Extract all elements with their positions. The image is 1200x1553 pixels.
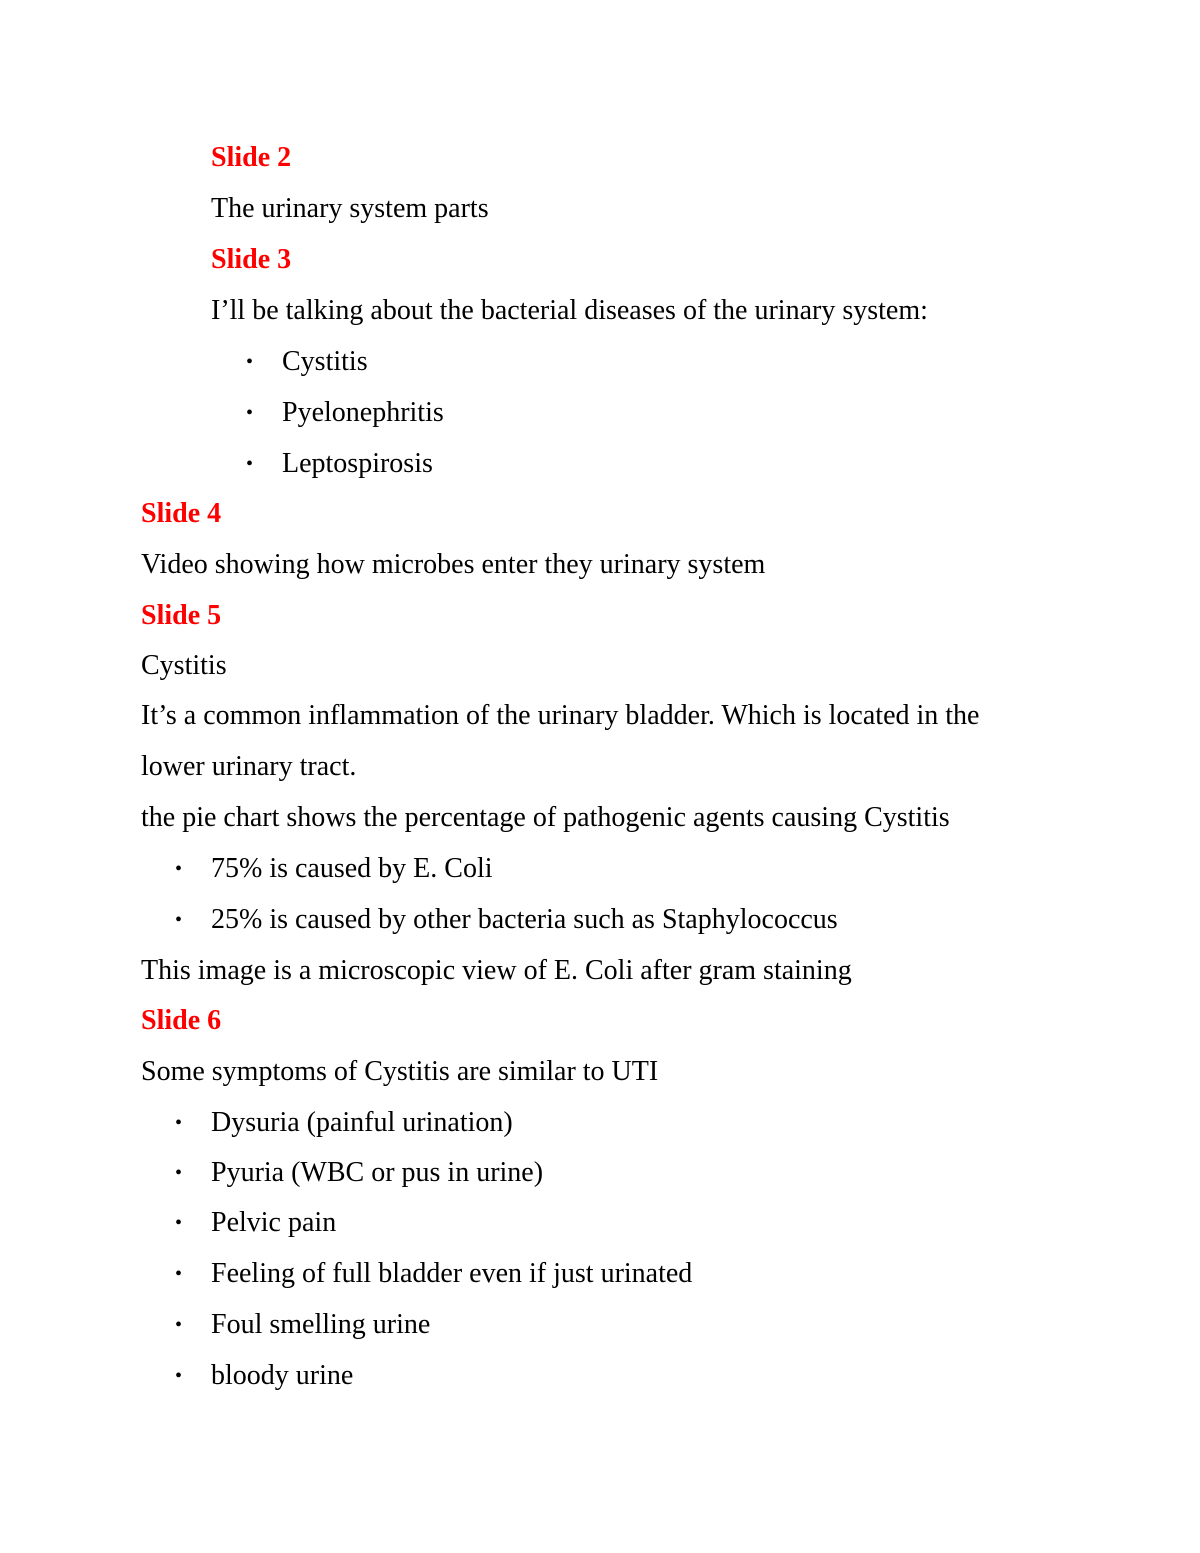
slide-6-intro: Some symptoms of Cystitis are similar to UTI: [141, 1056, 659, 1087]
slide-5-definition-line-1: It’s a common inflammation of the urinary bladder. Which is located in the: [141, 700, 980, 731]
list-item: Foul smelling urine: [211, 1309, 431, 1340]
list-item: Dysuria (painful urination): [211, 1107, 513, 1138]
list-item: Leptospirosis: [282, 448, 433, 479]
slide-5-title: Cystitis: [141, 650, 227, 681]
slide-2-text: The urinary system parts: [211, 193, 489, 224]
bullet-icon: •: [246, 453, 254, 475]
bullet-icon: •: [175, 1162, 183, 1184]
bullet-icon: •: [175, 1365, 183, 1387]
slide-6-heading: Slide 6: [141, 1005, 222, 1036]
slide-5-definition-line-2: lower urinary tract.: [141, 751, 357, 782]
slide-4-heading: Slide 4: [141, 498, 222, 529]
list-item: 25% is caused by other bacteria such as Staphylococcus: [211, 904, 838, 935]
list-item: Pyelonephritis: [282, 397, 444, 428]
bullet-icon: •: [175, 1212, 183, 1234]
slide-5-image-note: This image is a microscopic view of E. Coli after gram staining: [141, 955, 852, 986]
slide-5-heading: Slide 5: [141, 600, 222, 631]
bullet-icon: •: [175, 909, 183, 931]
slide-5-pie-intro: the pie chart shows the percentage of pathogenic agents causing Cystitis: [141, 802, 950, 833]
list-item: Pelvic pain: [211, 1207, 337, 1238]
slide-4-text: Video showing how microbes enter they urinary system: [141, 549, 766, 580]
list-item: bloody urine: [211, 1360, 354, 1391]
bullet-icon: •: [175, 1314, 183, 1336]
bullet-icon: •: [246, 351, 254, 373]
list-item: 75% is caused by E. Coli: [211, 853, 493, 884]
bullet-icon: •: [246, 402, 254, 424]
list-item: Cystitis: [282, 346, 368, 377]
bullet-icon: •: [175, 1112, 183, 1134]
slide-2-heading: Slide 2: [211, 142, 292, 173]
slide-3-intro: I’ll be talking about the bacterial diseases of the urinary system:: [211, 295, 928, 326]
list-item: Pyuria (WBC or pus in urine): [211, 1157, 544, 1188]
bullet-icon: •: [175, 1263, 183, 1285]
slide-3-heading: Slide 3: [211, 244, 292, 275]
list-item: Feeling of full bladder even if just urinated: [211, 1258, 693, 1289]
bullet-icon: •: [175, 858, 183, 880]
